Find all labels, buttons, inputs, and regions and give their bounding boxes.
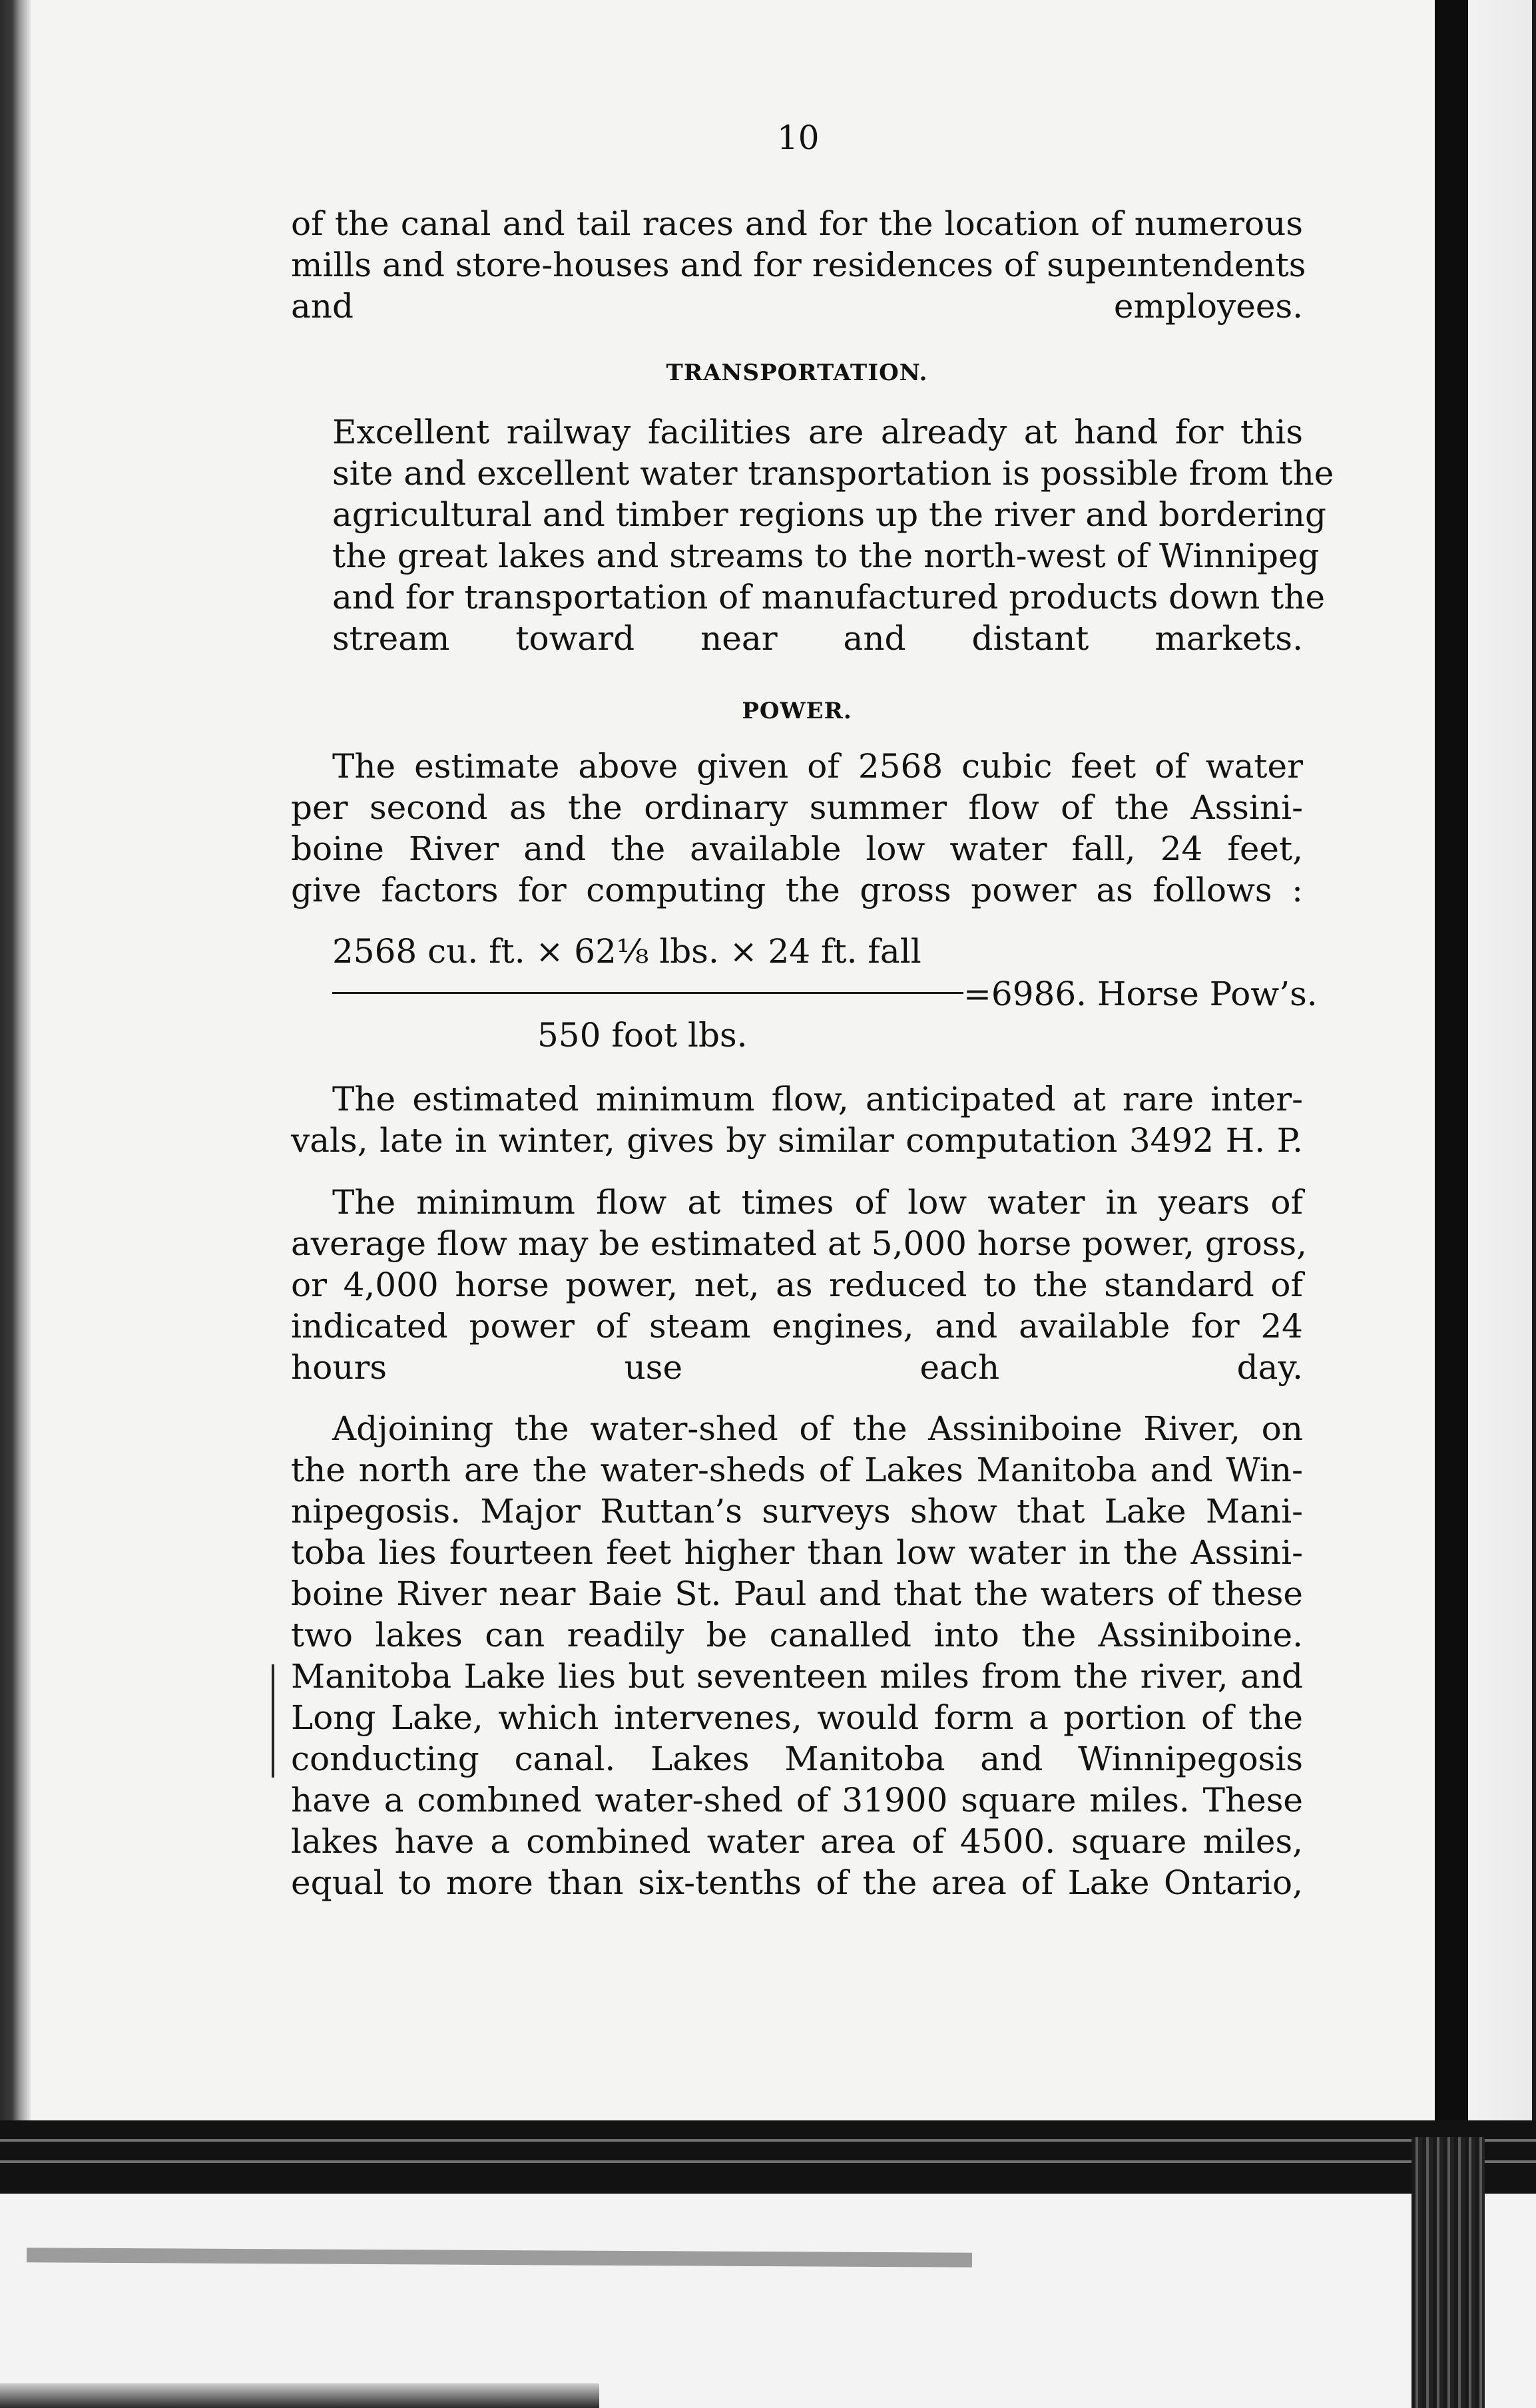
edge-stripe — [0, 2139, 1536, 2142]
minimum-flow-paragraph — [291, 1079, 1303, 1161]
text-line: Excellent railway facilities are already at hand for this — [332, 413, 1303, 451]
text-line: The estimate above given of 2568 cubic feet of water — [332, 747, 1303, 786]
text-line: two lakes can readily be canalled into the Assiniboine. — [291, 1616, 1303, 1654]
right-margin-strip — [1468, 0, 1536, 2408]
text-line: equal to more than six-tenths of the area of Lake Ontario, — [291, 1863, 1303, 1902]
text-line: indicated power of steam engines, and available for 24 — [291, 1307, 1303, 1345]
book-block-edge — [1411, 2137, 1485, 2408]
formula-denominator: 550 foot lbs. — [537, 1016, 748, 1055]
power-paragraph — [291, 746, 1303, 911]
page-number: 10 — [777, 119, 820, 157]
edge-stripe — [0, 2160, 1536, 2163]
text-line: or 4,000 horse power, net, as reduced to the standard of — [291, 1266, 1303, 1304]
right-page-shadow — [1435, 0, 1468, 2137]
text-line: The minimum flow at times of low water in years of — [332, 1183, 1303, 1222]
text-line: of the canal and tail races and for the location of numerous — [291, 204, 1303, 243]
text-line: per second as the ordinary summer flow of the Assini- — [291, 788, 1303, 827]
text-line: have a combıned water-shed of 31900 square miles. These — [291, 1781, 1303, 1819]
fraction-rule — [332, 992, 963, 994]
bottom-page-edge — [0, 2120, 1536, 2194]
text-line: stream toward near and distant markets. — [332, 619, 1303, 658]
intro-paragraph — [291, 203, 1306, 327]
lakes-paragraph — [291, 1408, 1303, 1903]
scanner-bed — [0, 2194, 1536, 2408]
formula-numerator: 2568 cu. ft. × 62⅛ lbs. × 24 ft. fall — [332, 932, 921, 971]
text-line: Long Lake, which intervenes, would form a portion of the — [291, 1698, 1303, 1737]
text-line: Manitoba Lake lies but seventeen miles from the river, and — [291, 1657, 1303, 1696]
scanner-floor — [0, 2383, 599, 2408]
text-line: the north are the water-sheds of Lakes Manitoba and Win- — [291, 1451, 1303, 1489]
text-line: vals, late in winter, gives by similar computation 3492 H. P. — [291, 1121, 1303, 1160]
power-heading: POWER. — [742, 698, 852, 724]
transportation-heading: TRANSPORTATION. — [666, 360, 928, 386]
text-line: The estimated minimum flow, anticipated at rare inter- — [332, 1080, 1303, 1118]
text-line: lakes have a combined water area of 4500. square miles, — [291, 1822, 1303, 1861]
text-line: hours use each day. — [291, 1348, 1303, 1387]
text-line: site and excellent water transportation is possible from the — [332, 454, 1334, 493]
text-line: boine River near Baie St. Paul and that the waters of these — [291, 1574, 1303, 1613]
text-line: mills and store-houses and for residences of supeıntendents — [291, 246, 1306, 284]
text-line: average flow may be estimated at 5,000 horse power, gross, — [291, 1224, 1308, 1263]
text-line: agricultural and timber regions up the river and bordering — [332, 495, 1326, 534]
text-line: Adjoining the water-shed of the Assiniboine River, on — [332, 1409, 1303, 1448]
text-line: give factors for computing the gross power as follows : — [291, 871, 1303, 909]
text-line: conducting canal. Lakes Manitoba and Winnipegosis — [291, 1740, 1303, 1778]
text-line: the great lakes and streams to the north-west of Winnipeg — [332, 537, 1320, 575]
formula-result: =6986. Horse Pow’s. — [963, 975, 1318, 1013]
text-line: nipegosis. Major Ruttan’s surveys show that Lake Mani- — [291, 1492, 1303, 1531]
text-line: toba lies fourteen feet higher than low water in the Assini- — [291, 1533, 1303, 1572]
text-line: and for transportation of manufactured products down the — [332, 578, 1326, 616]
margin-mark — [272, 1664, 274, 1778]
average-flow-paragraph — [291, 1182, 1308, 1388]
book-binding-edge — [0, 0, 31, 2408]
transportation-paragraph — [291, 411, 1334, 659]
text-line: and employees. — [291, 287, 1303, 326]
text-line: boine River and the available low water fall, 24 feet, — [291, 830, 1303, 868]
